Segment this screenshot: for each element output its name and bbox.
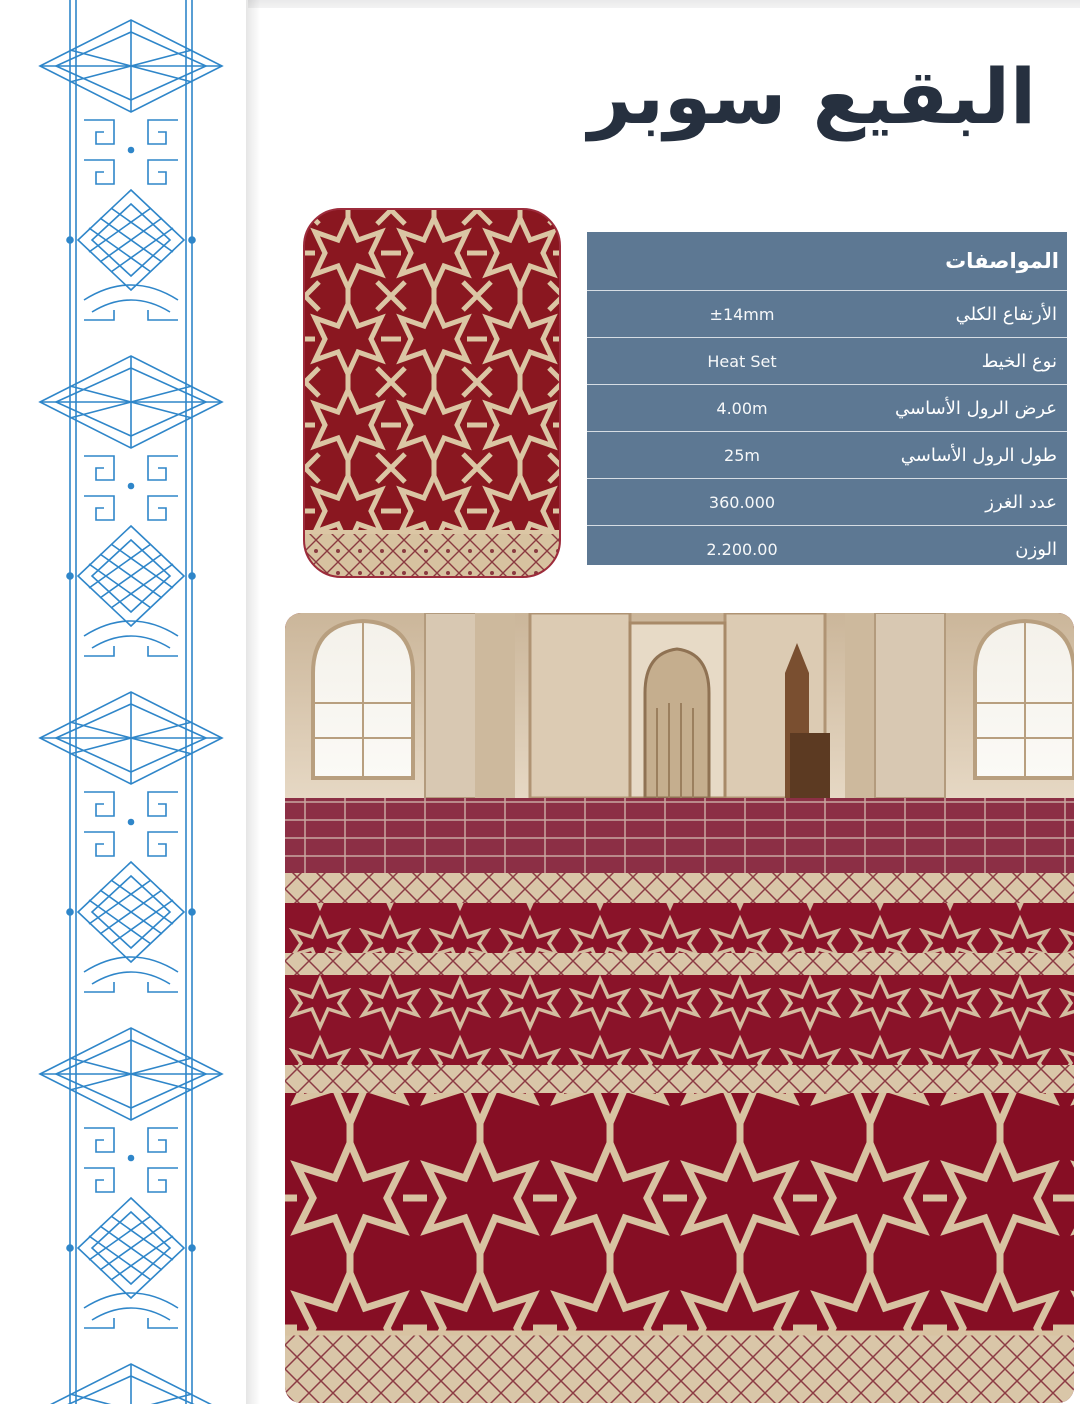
specs-header: المواصفات bbox=[945, 249, 1059, 273]
spec-value: 360.000 bbox=[708, 492, 776, 512]
strip-shadow bbox=[246, 0, 260, 1404]
spec-row bbox=[587, 337, 1067, 384]
spec-row bbox=[587, 290, 1067, 337]
spec-label: الأرتفاع الكلي bbox=[955, 303, 1057, 325]
spec-row bbox=[587, 525, 1067, 572]
spec-value: Heat Set bbox=[707, 351, 777, 371]
specs-table bbox=[587, 232, 1067, 565]
product-title: البقيع سوبر bbox=[588, 52, 1036, 141]
spec-label: عدد الغرز bbox=[985, 491, 1057, 513]
spec-row bbox=[587, 431, 1067, 478]
spec-row bbox=[587, 478, 1067, 525]
spec-label: عرض الرول الأساسي bbox=[895, 397, 1057, 419]
spec-value: 25m bbox=[724, 445, 760, 465]
spec-label: نوع الخيط bbox=[981, 350, 1057, 372]
ornament-pattern bbox=[0, 0, 248, 1404]
spec-label: طول الرول الأساسي bbox=[900, 444, 1057, 466]
spec-value: 4.00m bbox=[716, 398, 768, 418]
spec-value: 2.200.00 bbox=[706, 539, 778, 559]
spec-label: الوزن bbox=[1015, 538, 1057, 560]
spec-row bbox=[587, 384, 1067, 431]
carpet-swatch-image bbox=[303, 208, 561, 578]
decorative-border-strip bbox=[0, 0, 248, 1404]
mosque-interior-photo bbox=[285, 613, 1074, 1403]
spec-value: ±14mm bbox=[709, 304, 775, 324]
